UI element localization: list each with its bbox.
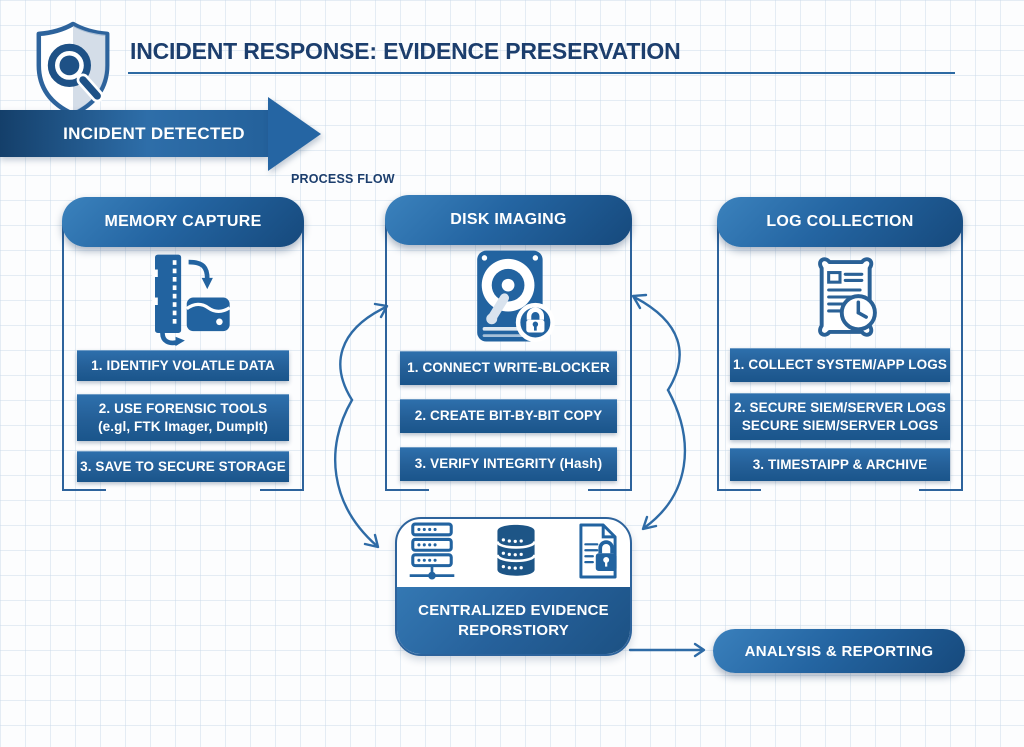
locked-document-icon bbox=[572, 522, 624, 585]
memory-step-1 bbox=[77, 350, 289, 381]
process-flow-label: PROCESS FLOW bbox=[291, 172, 395, 186]
log-step-3-text: 3. TIMESTAIPP & ARCHIVE bbox=[752, 456, 928, 472]
arrow-log-to-repo bbox=[644, 390, 685, 528]
log-step-1 bbox=[730, 348, 950, 382]
disk-imaging-column bbox=[385, 195, 632, 489]
banner-arrowhead bbox=[268, 97, 321, 171]
memory-step-3 bbox=[77, 451, 289, 482]
log-step-2-line2: SECURE SIEM/SERVER LOGS bbox=[741, 417, 939, 433]
memory-step-3-text: 3. SAVE TO SECURE STORAGE bbox=[80, 458, 286, 474]
banner-label: INCIDENT DETECTED bbox=[63, 123, 245, 143]
log-step-3 bbox=[730, 448, 950, 481]
disk-step-2 bbox=[400, 399, 617, 433]
log-step-1-text: 1. COLLECT SYSTEM/APP LOGS bbox=[733, 357, 947, 373]
memory-step-2-line1: 2. USE FORENSIC TOOLS bbox=[98, 400, 268, 416]
title-underline bbox=[128, 72, 955, 74]
arrowhead-log-to-disk bbox=[633, 295, 646, 308]
server-rack-icon bbox=[404, 521, 460, 586]
arrowhead-memory-to-repo bbox=[365, 535, 378, 547]
disk-step-1 bbox=[400, 351, 617, 385]
arrow-memory-to-repo bbox=[335, 400, 377, 546]
disk-step-2-text: 2. CREATE BIT-BY-BIT COPY bbox=[414, 408, 603, 424]
log-step-2 bbox=[730, 393, 950, 440]
memory-step-1-text: 1. IDENTIFY VOLATLE DATA bbox=[91, 357, 275, 373]
arrow-memory-to-disk bbox=[340, 307, 386, 400]
memory-capture-header: MEMORY CAPTURE bbox=[62, 197, 304, 247]
disk-step-3-text: 3. VERIFY INTEGRITY (Hash) bbox=[414, 456, 603, 472]
disk-imaging-header: DISK IMAGING bbox=[385, 195, 632, 245]
memory-step-2-line2: (e.gl, FTK Imager, DumpIt) bbox=[98, 418, 268, 434]
page-title: INCIDENT RESPONSE: EVIDENCE PRESERVATION bbox=[130, 38, 681, 64]
ram-to-storage-icon bbox=[62, 249, 304, 347]
evidence-repository-box bbox=[395, 517, 632, 656]
log-collection-header: LOG COLLECTION bbox=[717, 197, 963, 247]
arrowhead-repo-to-analysis bbox=[695, 644, 704, 656]
repository-icons bbox=[397, 519, 630, 587]
repository-label-line2: REPORSTIORY bbox=[458, 621, 569, 639]
repository-label bbox=[397, 587, 630, 654]
hdd-lock-icon bbox=[385, 247, 632, 347]
memory-step-2 bbox=[77, 394, 289, 441]
disk-step-3 bbox=[400, 447, 617, 481]
disk-step-1-text: 1. CONNECT WRITE-BLOCKER bbox=[407, 360, 610, 376]
incident-detected-banner bbox=[0, 97, 322, 171]
log-scroll-clock-icon bbox=[717, 249, 963, 345]
memory-capture-column bbox=[62, 197, 304, 489]
log-collection-column bbox=[717, 197, 963, 489]
arrowhead-log-to-repo bbox=[643, 517, 656, 529]
log-step-2-line1: 2. SECURE SIEM/SERVER LOGS bbox=[734, 399, 946, 415]
arrow-log-to-disk bbox=[634, 297, 680, 390]
repository-label-line1: CENTRALIZED EVIDENCE bbox=[418, 602, 609, 619]
database-icon bbox=[490, 522, 542, 585]
analysis-reporting-pill: ANALYSIS & REPORTING bbox=[713, 629, 965, 673]
